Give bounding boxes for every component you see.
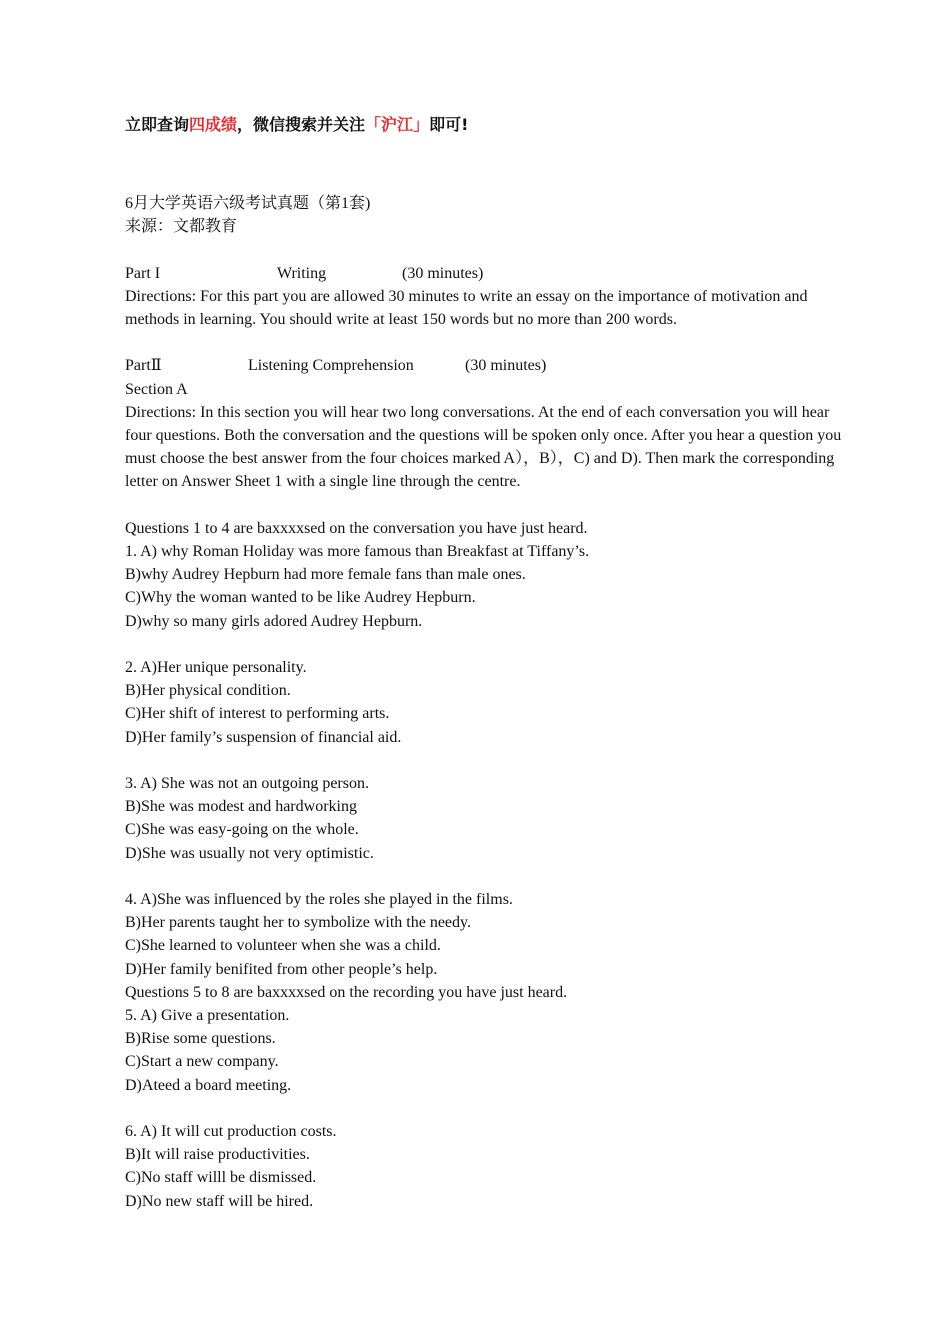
q6-option-d: D)No new staff will be hired. [125,1192,314,1210]
q5-option-b: B)Rise some questions. [125,1030,276,1048]
q2-option-b: B)Her physical condition. [125,682,291,700]
part1-directions: Directions: For this part you are allowed 30 minutes to write an essay on the importance of motivation and methods in learning. You should write at least 150 words but no more than 200 words. [125,287,808,328]
banner-highlight-hujiang: 「沪江」 [365,115,430,134]
q4-option-c: C)She learned to volunteer when she was a child. [125,937,441,955]
q1-option-c: C)Why the woman wanted to be like Audrey Hepburn. [125,589,476,607]
q4-option-d: D)Her family benifited from other people’s help. [125,960,438,978]
part2-label: PartⅡ [125,357,162,375]
q6-option-b: B)It will raise productivities. [125,1146,310,1164]
part2-heading [125,354,845,377]
section-a-label: Section A [125,380,188,398]
banner-text-1: 立即查询 [125,115,190,134]
part1-time: (30 minutes) [402,264,484,282]
group2-intro: Questions 5 to 8 are baxxxxsed on the recording you have just heard. [125,983,568,1001]
q5-option-a: 5. A) Give a presentation. [125,1006,290,1024]
banner-highlight-score: 四成绩 [189,115,238,134]
part1-label: Part I [125,264,161,282]
q3-option-d: D)She was usually not very optimistic. [125,844,374,862]
group1-intro: Questions 1 to 4 are baxxxxsed on the conversation you have just heard. [125,519,588,537]
promo-banner[interactable] [125,110,845,140]
q6-option-a: 6. A) It will cut production costs. [125,1122,337,1140]
q2-option-c: C)Her shift of interest to performing arts. [125,705,390,723]
document-page [125,110,845,1213]
q1-option-b: B)why Audrey Hepburn had more female fans than male ones. [125,566,526,584]
q3-option-b: B)She was modest and hardworking [125,798,357,816]
q3-option-a: 3. A) She was not an outgoing person. [125,774,369,792]
q6-option-c: C)No staff willl be dismissed. [125,1169,317,1187]
q5-option-d: D)Ateed a board meeting. [125,1076,292,1094]
q5-option-c: C)Start a new company. [125,1053,279,1071]
q1-option-d: D)why so many girls adored Audrey Hepburn. [125,612,423,630]
part2-name: Listening Comprehension [248,357,414,375]
part1-name: Writing [277,264,327,282]
q2-option-a: 2. A)Her unique personality. [125,658,307,676]
part1-heading [125,262,845,285]
q4-option-a: 4. A)She was influenced by the roles she played in the films. [125,890,513,908]
part2-time: (30 minutes) [465,357,547,375]
part2-directions: Directions: In this section you will hear two long conversations. At the end of each conversation you will hear four questions. Both the conversation and the questions will be spoken only once. After you hear a question you must choose the best answer from the four choices marked A），B），C) and D). Then mark the corresponding letter on Answer Sheet 1 with a single line through the centre. [125,403,842,491]
doc-title: 6月大学英语六级考试真题（第1套) [125,195,371,212]
banner-text-3: 即可! [429,115,469,134]
q3-option-c: C)She was easy-going on the whole. [125,821,359,839]
q1-option-a: 1. A) why Roman Holiday was more famous than Breakfast at Tiffany’s. [125,542,590,560]
q2-option-d: D)Her family’s suspension of financial aid. [125,728,402,746]
doc-source: 来源：文都教育 [125,218,238,236]
banner-text-2: ，微信搜索并关注 [237,115,366,134]
q4-option-b: B)Her parents taught her to symbolize with the needy. [125,914,471,932]
